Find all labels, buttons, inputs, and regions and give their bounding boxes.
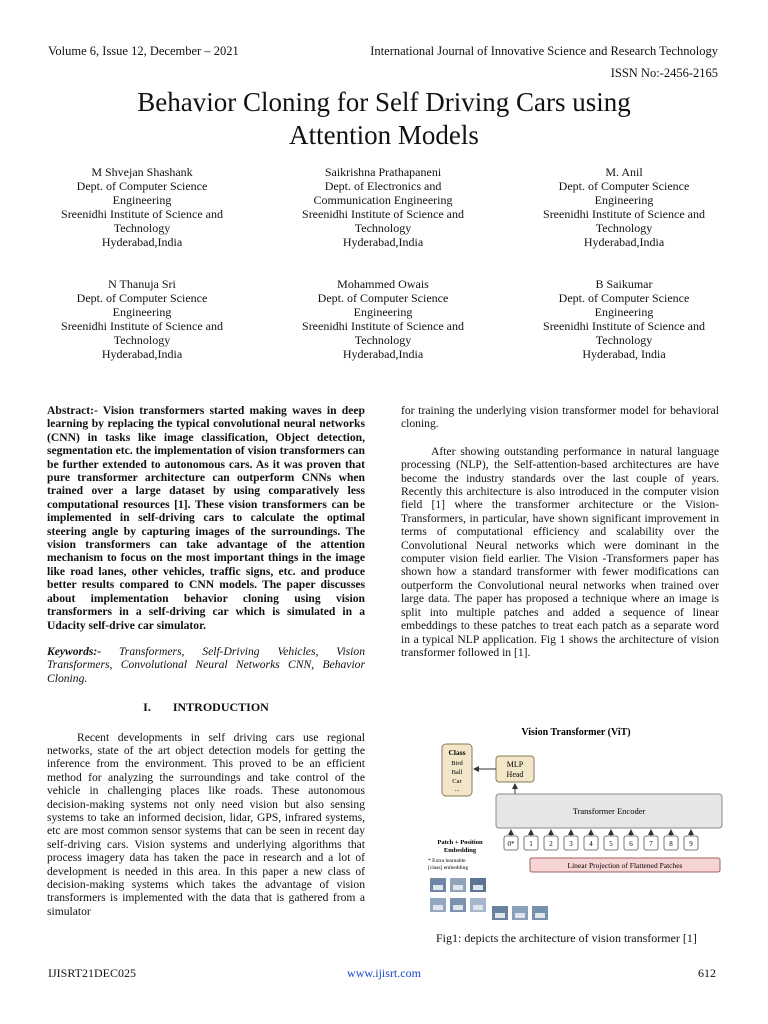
author-affiliation-line: Technology [113,332,171,347]
token-label: 2 [549,840,553,848]
author-affiliation-line: Technology [354,220,412,235]
intro-paragraph-continued: for training the underlying vision transformer model for behavioral cloning. [401,404,719,431]
footer-website-link[interactable]: www.ijisrt.com [347,966,421,980]
paper-title [0,86,768,152]
token-label: 4 [589,840,593,848]
vit-architecture-figure [420,722,732,922]
class-label: Class [448,748,466,757]
embedding-label: Embedding [443,847,477,854]
author-affiliation-line: Technology [595,332,653,347]
author-affiliation-line: Hyderabad,India [342,346,424,361]
token-label: 0* [507,840,515,848]
token-label: 8 [669,840,673,848]
image-patch-detail [535,913,545,918]
embedding-label: Patch + Position [437,839,483,846]
section-title: INTRODUCTION [172,700,269,715]
author-affiliation-line: Sreenidhi Institute of Science and [302,206,464,221]
author-affiliation-line: Sreenidhi Institute of Science and [543,318,705,333]
token-label: 5 [609,840,613,848]
author-affiliation-line: Sreenidhi Institute of Science and [61,318,223,333]
author-affiliation-line: Sreenidhi Institute of Science and [302,318,464,333]
author-affiliation-line: Hyderabad,India [101,234,183,249]
paper-title-line-2: Attention Models [289,120,479,150]
token-label: 7 [649,840,653,848]
figure-title: Vision Transformer (ViT) [521,727,631,738]
image-patch-detail [515,913,525,918]
author-affiliation-line: Hyderabad,India [342,234,424,249]
author-block [265,278,501,361]
author-block [506,278,742,361]
image-patch-detail [453,885,463,890]
intro-paragraph-1: Recent developments in self driving cars use regional networks, state of the art object detection models for getting the inference from the environment. This proved to be an efficient method for analyzing the surroundings and take control of the vehicle in challenging places like roads. These autonomous decision-making systems not only need vision but also sensing systems to take an informed decision, lidar, GPS, infrared systems, etc are most common sensor systems that can be seen in recent day self-driving cars. Vision systems and underlying algorithms that process imagery data has taken the pace in research and a lot of development is needed in this area. In this paper a new class of decision-making systems which takes the advantage of vision transformers is implemented with the data that is gathered from a simulator [47,730,365,918]
author-affiliation-line: Engineering [353,304,413,319]
mlp-head-label: MLP [506,760,524,769]
author-name: Mohammed Owais [337,277,429,291]
author-affiliation-line: Dept. of Computer Science [558,290,690,305]
token-label: 9 [689,840,693,848]
author-affiliation-line: Engineering [112,304,172,319]
linear-projection-label: Linear Projection of Flattened Patches [567,861,683,870]
paper-title-line-1: Behavior Cloning for Self Driving Cars using [137,87,631,117]
right-column [401,404,719,659]
class-item: Ball [451,769,463,776]
author-affiliation-line: Technology [113,220,171,235]
keywords-text: Transformers, Self-Driving Vehicles, Vision Transformers, Convolutional Neural Networks CNN, Behavior Cloning. [47,644,365,685]
author-block [265,166,501,249]
image-patch-detail [433,885,443,890]
keywords [47,645,365,685]
author-affiliation-line: Dept. of Computer Science [558,178,690,193]
author-affiliation-line: Dept. of Computer Science [76,290,208,305]
transformer-encoder-label: Transformer Encoder [572,806,646,816]
author-affiliation-line: Dept. of Electronics and [324,178,442,193]
image-patch-detail [473,905,483,910]
author-affiliation-line: Engineering [112,192,172,207]
running-header-issn: ISSN No:-2456-2165 [610,66,718,80]
author-affiliation-line: Communication Engineering [313,192,453,207]
abstract-text: Vision transformers started making waves in deep learning by replacing the typical convolutional neural networks (CNN) in tasks like image classification, Object detection, segmentation etc. the implementation of vision transformers can be further extended to autonomous cars. As it was proven that pure transformer architecture can outperform CNNs when trained over a large dataset by using comparatively less computational resources [1]. These vision transformers can be implemented in self-driving cars to calculate the optimal steering angle by capturing images of the surroundings. The vision transformers can take advantage of the attention mechanism to focus on the most important things in the image like road lanes, other vehicles, traffic signs, etc. and produce better results compared to CNN models. The paper discusses about implementation behavior cloning using vision transformers in a self-driving car which is simulated in a Udacity self-drive car simulator. [47,404,365,632]
left-column [47,404,365,918]
image-patch-detail [453,905,463,910]
author-name: Saikrishna Prathapaneni [324,165,442,179]
author-affiliation-line: Hyderabad,India [101,346,183,361]
author-name: M Shvejan Shashank [91,165,193,179]
section-heading-introduction [47,701,365,714]
author-affiliation-line: Engineering [594,192,654,207]
author-block [24,166,260,249]
author-name: B Saikumar [595,277,653,291]
image-patch-detail [495,913,505,918]
author-affiliation-line: Engineering [594,304,654,319]
intro-paragraph-2: After showing outstanding performance in natural language processing (NLP), the Self-attention-based architectures are have become the industry standards over the last couple of years. Recently this architecture is also introduced in the computer vision field [1] where the transformer architecture or the Vision-Transformers, in particular, have shown significant improvement in terms of computational efficiency and scalability over the Convolutional Neural networks which were dominant in the computer vision field earlier. The Vision -Transformers paper has shown how a standard transformer with fewer modifications can outperform the Convolutional neural networks when trained over large data. The paper has proposed a technique where an image is split into multiple patches and added a sequence of linear embeddings to these patches to treat each patch as a separate word in a typical NLP application. Fig 1 shows the architecture of vision transformer followed in [1]. [401,444,719,659]
token-label: 1 [529,840,533,848]
class-item: Car [452,778,462,785]
author-affiliation-line: Hyderabad, India [582,346,666,361]
token-label: 6 [629,840,633,848]
image-patch-detail [433,905,443,910]
keywords-label: Keywords:- [47,644,102,658]
mlp-head-label: Head [506,770,524,779]
footer-paper-id: IJISRT21DEC025 [48,966,136,980]
token-sequence [504,830,698,850]
image-patches [430,878,548,920]
class-embedding-note: [class] embedding [428,865,469,871]
author-name: M. Anil [605,165,643,179]
author-affiliation-line: Sreenidhi Institute of Science and [543,206,705,221]
token-label: 3 [569,840,573,848]
class-item: Bird [451,760,463,767]
running-header-journal: International Journal of Innovative Science and Research Technology [370,44,718,58]
figure-caption: Fig1: depicts the architecture of vision transformer [1] [436,931,697,945]
author-affiliation-line: Hyderabad,India [583,234,665,249]
author-affiliation-line: Technology [354,332,412,347]
section-number: I. [143,700,151,715]
author-affiliation-line: Dept. of Computer Science [76,178,208,193]
author-name: N Thanuja Sri [108,277,176,291]
running-header-volume: Volume 6, Issue 12, December – 2021 [48,44,239,58]
author-block [506,166,742,249]
image-patch-detail [473,885,483,890]
author-affiliation-line: Technology [595,220,653,235]
abstract-label: Abstract:- [47,404,98,417]
footer-page-number: 612 [698,966,716,980]
class-item: ... [454,786,460,793]
class-embedding-note: * Extra learnable [428,858,466,864]
author-affiliation-line: Dept. of Computer Science [317,290,449,305]
abstract [47,404,365,632]
author-affiliation-line: Sreenidhi Institute of Science and [61,206,223,221]
author-block [24,278,260,361]
